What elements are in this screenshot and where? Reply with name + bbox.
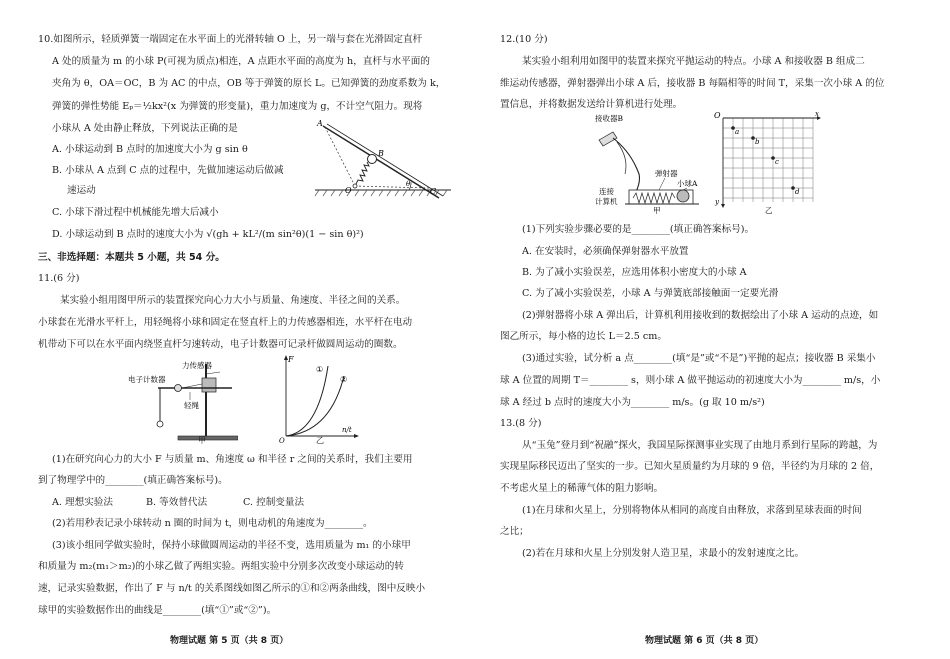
label-counter: 电子计数器 <box>128 375 166 384</box>
q13-head: 13.(8 分) <box>500 418 542 429</box>
trajectory-grid-figure <box>713 110 825 214</box>
q11-sub1-option-a: A. 理想实验法 <box>52 497 113 508</box>
label-receiver: 接收器B <box>595 114 624 123</box>
q11-sub1-option-c: C. 控制变量法 <box>243 497 305 508</box>
q11-sub2: (2)若用秒表记录小球转动 n 圈的时间为 t，则电动机的角速度为________。 <box>52 518 373 529</box>
label-ball: 小球A <box>677 179 698 188</box>
curve-1 <box>286 366 328 436</box>
grid-axis-x: x <box>815 110 819 118</box>
q13-sub2: (2)若在月球和火星上分别发射人造卫星，求最小的发射速度之比。 <box>522 548 805 559</box>
q12-sub2-line-1: (2)弹射器将小球 A 弹出后，计算机利用接收到的数据绘出了小球 A 运动的点迹，如 <box>522 310 879 321</box>
label-d: d <box>795 188 800 196</box>
q11-sub3-line-1: (3)该小组同学做实验时，保持小球做圆周运动的半径不变，选用质量为 m₁ 的小球甲 <box>52 540 411 551</box>
curve-label-1: ① <box>316 365 324 374</box>
q10-line-1: 10.如图所示，轻质弹簧一端固定在水平面上的光滑转轴 O 上，另一端与套在光滑固定直杆 <box>38 34 423 45</box>
label-sensor: 力传感器 <box>182 361 212 370</box>
q11-line-1: 某实验小组用图甲所示的装置探究向心力大小与质量、角速度、半径之间的关系。 <box>60 295 406 306</box>
q11-sub1-line-1: (1)在研究向心力的大小 F 与质量 m、角速度 ω 和半径 r 之间的关系时，我们主要用 <box>52 454 413 465</box>
label-A: A <box>317 119 323 128</box>
grid-axis-y: y <box>715 198 719 206</box>
label-theta: θ <box>406 180 411 188</box>
q11-line-2: 小球套在光滑水平杆上，用轻绳将小球和固定在竖直杆上的力传感器相连，水平杆在电动 <box>38 317 413 328</box>
label-a: a <box>735 128 740 136</box>
figure-yi-caption: 乙 <box>316 436 324 445</box>
q10-option-a: A. 小球运动到 B 点时的加速度大小为 g sin θ <box>52 144 248 155</box>
q12-sub3-line-1: (3)通过实验，试分析 a 点________(填“是”或“不是”)平抛的起点；接收器 B 采集小 <box>522 353 876 364</box>
q10-option-d: D. 小球运动到 B 点时的速度大小为 √(gh + kL²/(m sin²θ)(1 − sin θ)²) <box>52 229 364 240</box>
page-6 <box>475 0 950 659</box>
q12-head: 12.(10 分) <box>500 34 548 45</box>
q12-line-3: 置信息，并将数据发送给计算机进行处理。 <box>500 99 683 110</box>
q10-line-2: A 处的质量为 m 的小球 P(可视为质点)相连，A 点距水平面的高度为 h，直杆与水平面的 <box>52 56 430 67</box>
q11-sub3-line-4: 球甲的实验数据作出的曲线是________(填“①”或“②”)。 <box>38 605 277 616</box>
page-footer-5: 物理试题 第 5 页（共 8 页） <box>170 636 289 646</box>
q11-head: 11.(6 分) <box>38 273 80 284</box>
centripetal-apparatus-figure <box>128 356 238 444</box>
label-C: C <box>430 187 437 196</box>
page-footer-6: 物理试题 第 6 页（共 8 页） <box>645 636 764 646</box>
q12-sub1: (1)下列实验步骤必要的是________(填正确答案标号)。 <box>522 224 755 235</box>
q11-sub3-line-3: 速，记录实验数据，作出了 F 与 n/t 的关系图线如图乙所示的①和②两条曲线，图中反映小 <box>38 583 426 594</box>
axis-origin-O: O <box>279 437 285 444</box>
q10-option-b-cont: 速运动 <box>67 185 96 196</box>
q12-line-2: 维运动传感器，弹射器弹出小球 A 后，接收器 B 每隔相等的时间 T，采集一次小球 A 的位 <box>500 78 885 89</box>
label-rope: 轻绳 <box>184 401 199 410</box>
q12-line-1: 某实验小组利用如图甲的装置来探究平抛运动的特点。小球 A 和接收器 B 组成二 <box>522 56 865 67</box>
figure-yi-caption-2: 乙 <box>765 206 773 214</box>
q10-option-c: C. 小球下滑过程中机械能先增大后减小 <box>52 207 219 218</box>
label-B: B <box>378 149 384 158</box>
figure-jia-caption: 甲 <box>198 436 206 445</box>
label-O: O <box>345 186 352 195</box>
figure-jia-caption-2: 甲 <box>653 206 661 214</box>
q13-sub1-line-1: (1)在月球和火星上，分别将物体从相同的高度自由释放，求落到星球表面的时间 <box>522 505 862 516</box>
label-launcher: 弹射器 <box>655 169 678 178</box>
q11-sub1-option-b: B. 等效替代法 <box>146 497 208 508</box>
q12-sub3-line-2: 球 A 位置的周期 T＝________ s，则小球 A 做平抛运动的初速度大小为________ m/s，小 <box>500 375 881 386</box>
q11-sub3-line-2: 和质量为 m₂(m₁＞m₂)的小球乙做了两组实验。两组实验中分别多次改变小球运动的转 <box>38 561 404 572</box>
q10-line-3: 夹角为 θ，OA＝OC，B 为 AC 的中点，OB 等于弹簧的原长 L。已知弹簧的劲度系数为 k， <box>52 78 446 89</box>
q12-sub1-option-c: C. 为了减小实验误差，小球 A 与弹簧底部接触面一定要光滑 <box>522 288 779 299</box>
launcher-apparatus-figure <box>595 112 705 214</box>
q10-line-4: 弹簧的弹性势能 Eₚ＝½kx²(x 为弹簧的形变量)，重力加速度为 g，不计空气阻力。现将 <box>52 101 423 112</box>
f-vs-rev-rate-chart <box>278 352 362 444</box>
q13-line-3: 不考虑火星上的稀薄气体的阻力影响。 <box>500 483 664 494</box>
incline-spring-figure <box>305 118 453 210</box>
q11-line-3: 机带动下可以在水平面内绕竖直杆匀速转动，电子计数器可记录杆做圆周运动的圈数。 <box>38 339 403 350</box>
label-c: c <box>775 158 779 166</box>
section-header-nonchoice: 三、非选择题：本题共 5 小题，共 54 分。 <box>38 252 225 263</box>
q12-sub1-option-b: B. 为了减小实验误差，应选用体积小密度大的小球 A <box>522 267 747 278</box>
label-connect-2: 计算机 <box>595 197 618 206</box>
q10-option-b: B. 小球从 A 点到 C 点的过程中，先做加速运动后做减 <box>52 165 284 176</box>
q11-sub1-line-2: 到了物理学中的________(填正确答案标号)。 <box>38 475 228 486</box>
q13-sub1-line-2: 之比； <box>500 526 529 537</box>
axis-label-F: F <box>288 355 294 364</box>
curve-2 <box>286 376 344 436</box>
label-connect-1: 连接 <box>599 187 614 196</box>
q12-sub3-line-3: 球 A 经过 b 点时的速度大小为________ m/s。(g 取 10 m/s²) <box>500 397 765 408</box>
q13-line-2: 实现星际移民迈出了坚实的一步。已知火星质量约为月球的 9 倍，半径约为月球的 2 倍， <box>500 461 880 472</box>
label-b: b <box>755 138 760 146</box>
q13-line-1: 从“玉兔”登月到“祝融”探火，我国星际探测事业实现了由地月系到行星际的跨越，为 <box>522 440 878 451</box>
q10-line-5: 小球从 A 处由静止释放，下列说法正确的是 <box>52 123 238 134</box>
axis-label-n-over-t: n/t <box>342 426 352 434</box>
grid-origin-O: O <box>714 111 721 120</box>
q12-sub1-option-a: A. 在安装时，必须确保弹射器水平放置 <box>522 246 689 257</box>
q12-sub2-line-2: 图乙所示，每小格的边长 L＝2.5 cm。 <box>500 331 667 342</box>
curve-label-2: ② <box>340 375 348 384</box>
